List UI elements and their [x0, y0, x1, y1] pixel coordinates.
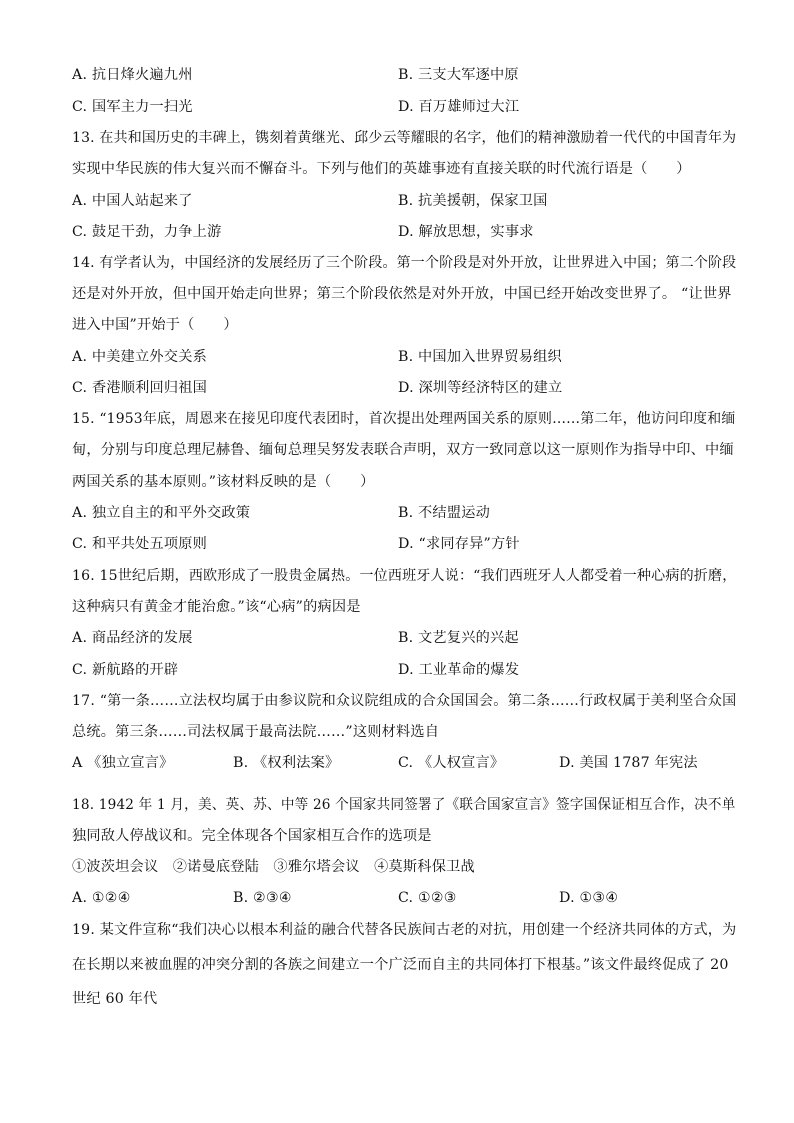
q15-option-a[interactable]: A. 独立自主的和平外交政策: [72, 505, 251, 521]
q19-stem-line-2: 在长期以来被血腥的冲突分割的各族之间建立一个广泛而自主的共同体打下根基。”该文件最终促成了 20: [72, 957, 729, 973]
q14-stem-line-1: 14. 有学者认为，中国经济的发展经历了三个阶段。第一个阶段是对外开放，让世界进入中国；第二个阶段: [72, 255, 737, 271]
q18-stem-line-2: 独同敌人停战议和。完全体现各个国家相互合作的选项是: [72, 828, 432, 844]
q16-option-d[interactable]: D. 工业革命的爆发: [398, 662, 520, 678]
q18-option-d[interactable]: D. ①③④: [559, 890, 619, 906]
q17-stem-line-2: 总统。第三条……司法权属于最高法院……”这则材料选自: [72, 724, 440, 740]
q13-stem-line-2: 实现中华民族的伟大复兴而不懈奋斗。下列与他们的英雄事迹有直接关联的时代流行语是（ ）: [72, 161, 691, 177]
q13-option-d[interactable]: D. 解放思想，实事求: [398, 224, 534, 240]
q18-option-a[interactable]: A. ①②④: [72, 890, 131, 906]
q18-option-c[interactable]: C. ①②③: [398, 890, 457, 906]
q14-stem-line-2: 还是对外开放，但中国开始走向世界；第三个阶段依然是对外开放，中国已经开始改变世界了。 “让世界: [72, 286, 732, 302]
q14-option-a[interactable]: A. 中美建立外交关系: [72, 349, 207, 365]
q13-option-a[interactable]: A. 中国人站起来了: [72, 193, 193, 209]
q16-option-a[interactable]: A. 商品经济的发展: [72, 630, 193, 646]
q13-stem-line-1: 13. 在共和国历史的丰碑上，镌刻着黄继光、邱少云等耀眼的名字，他们的精神激励着一代代的中国青年为: [72, 130, 737, 146]
q19-stem-line-3: 世纪 60 年代: [72, 991, 158, 1007]
q16-option-b[interactable]: B. 文艺复兴的兴起: [398, 630, 519, 646]
q15-stem-line-3: 两国关系的基本原则。”该材料反映的是（ ）: [72, 474, 375, 490]
q14-stem-line-3: 进入中国”开始于（ ）: [72, 317, 238, 333]
q12-option-c[interactable]: C. 国军主力一扫光: [72, 99, 193, 115]
q15-stem-line-1: 15. “1953年底，周恩来在接见印度代表团时，首次提出处理两国关系的原则……第二年，他访问印度和缅: [72, 411, 736, 427]
q16-stem-line-2: 这种病只有黄金才能治愈。”该“心病”的病因是: [72, 599, 361, 615]
q13-option-b[interactable]: B. 抗美援朝，保家卫国: [398, 193, 548, 209]
q14-option-d[interactable]: D. 深圳等经济特区的建立: [398, 380, 563, 396]
q12-option-a[interactable]: A. 抗日烽火遍九州: [72, 67, 193, 83]
q14-option-c[interactable]: C. 香港顺利回归祖国: [72, 380, 208, 396]
q12-option-b[interactable]: B. 三支大军逐中原: [398, 67, 519, 83]
q17-option-c[interactable]: C. 《人权宣言》: [398, 755, 505, 771]
q17-option-d[interactable]: D. 美国 1787 年宪法: [559, 755, 698, 771]
q19-stem-line-1: 19. 某文件宣称“我们决心以根本利益的融合代替各民族间古老的对抗，用创建一个经济共同体的方式，为: [72, 922, 737, 938]
q12-option-d[interactable]: D. 百万雄师过大江: [398, 99, 520, 115]
q14-option-b[interactable]: B. 中国加入世界贸易组织: [398, 349, 562, 365]
q15-option-b[interactable]: B. 不结盟运动: [398, 505, 490, 521]
q17-option-a[interactable]: A 《独立宣言》: [72, 755, 174, 771]
q16-stem-line-1: 16. 15世纪后期，西欧形成了一股贵金属热。一位西班牙人说：“我们西班牙人人都受着一种心病的折磨，: [72, 568, 737, 584]
q18-item-list: ①波茨坦会议 ②诺曼底登陆 ③雅尔塔会议 ④莫斯科保卫战: [72, 859, 475, 875]
q16-option-c[interactable]: C. 新航路的开辟: [72, 662, 179, 678]
q13-option-c[interactable]: C. 鼓足干劲，力争上游: [72, 224, 222, 240]
q15-stem-line-2: 甸，分别与印度总理尼赫鲁、缅甸总理吴努发表联合声明，双方一致同意以这一原则作为指导中印、中缅: [72, 442, 734, 458]
q15-option-d[interactable]: D. “求同存异”方针: [398, 536, 520, 552]
q17-stem-line-1: 17. “第一条……立法权均属于由参议院和众议院组成的合众国国会。第二条……行政权属于美利坚合众国: [72, 693, 737, 709]
q15-option-c[interactable]: C. 和平共处五项原则: [72, 536, 208, 552]
q17-option-b[interactable]: B. 《权利法案》: [233, 755, 340, 771]
q18-stem-line-1: 18. 1942 年 1 月，美、英、苏、中等 26 个国家共同签署了《联合国家宣言》签字国保证相互合作，决不单: [72, 797, 736, 813]
q18-option-b[interactable]: B. ②③④: [233, 890, 292, 906]
